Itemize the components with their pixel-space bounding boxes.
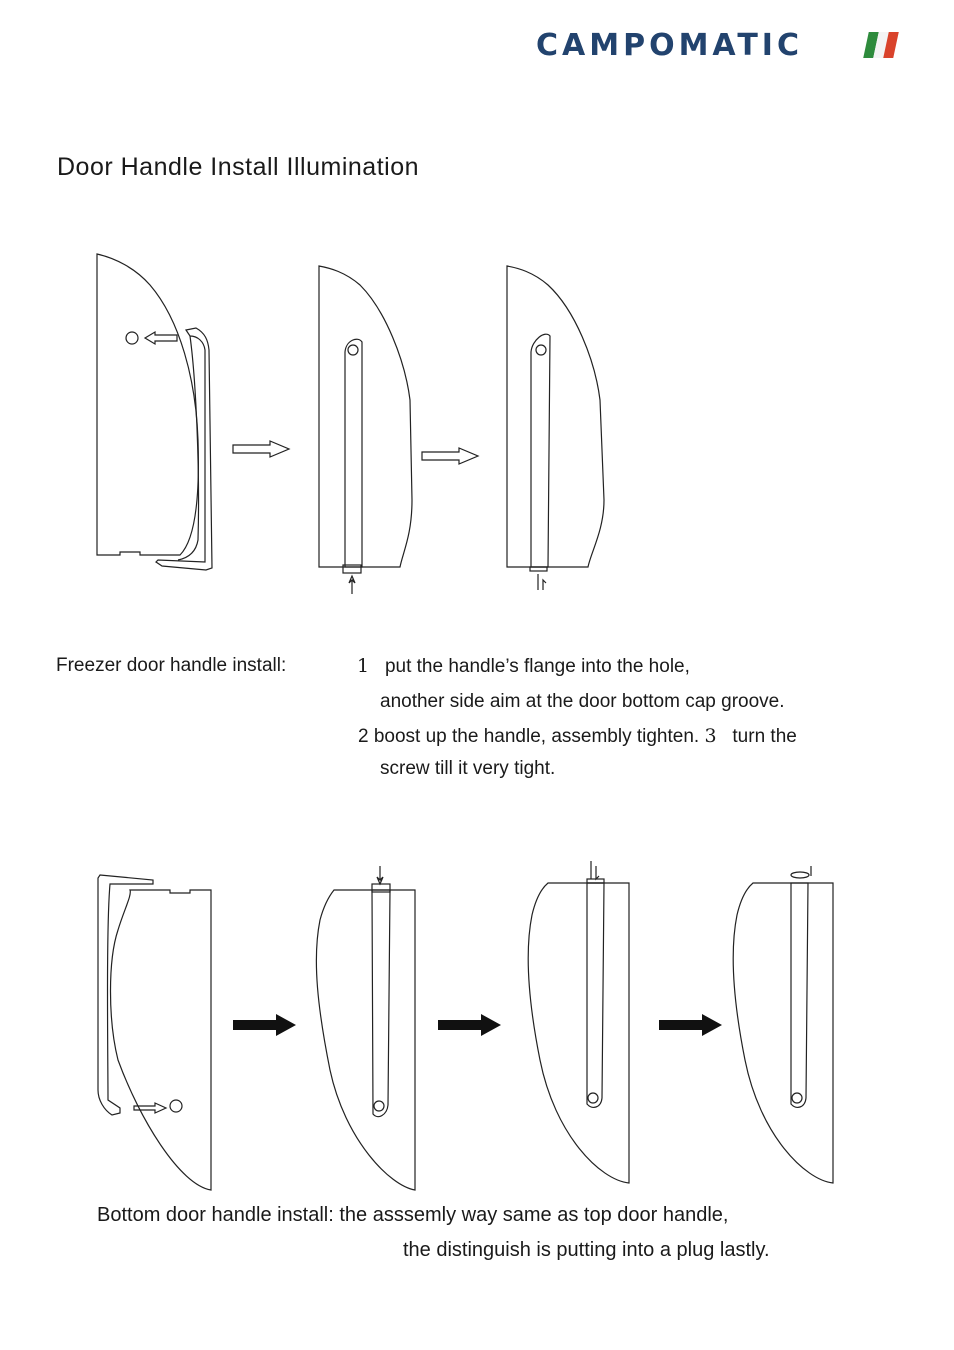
bottom-install-line-2: the distinguish is putting into a plug lastly. — [403, 1239, 770, 1261]
step-3-text: turn the — [732, 726, 797, 747]
bottom-install-line-1: Bottom door handle install: the asssemly way same as top door handle, — [97, 1204, 729, 1226]
door-d — [733, 866, 833, 1183]
step-1-continued: another side aim at the door bottom cap groove. — [380, 691, 785, 712]
freezer-door-diagram — [0, 240, 954, 610]
door-2 — [319, 266, 412, 594]
bottom-door-diagram — [0, 850, 954, 1200]
door-1 — [97, 254, 212, 570]
italian-flag-icon — [863, 32, 899, 58]
step-2-text: 2 boost up the handle, assembly tighten. — [358, 726, 700, 747]
brand-name: CAMPOMATIC — [536, 28, 803, 63]
solid-arrow-1 — [233, 1014, 296, 1036]
step-1 — [357, 655, 690, 678]
door-3 — [507, 266, 604, 590]
solid-arrow-2 — [438, 1014, 501, 1036]
step-3-continued: screw till it very tight. — [380, 758, 556, 779]
freezer-label: Freezer door handle install: — [56, 655, 287, 676]
step-1-text: put the handle’s flange into the hole, — [384, 656, 690, 677]
step-1-number: 1 — [357, 655, 370, 677]
step-3-number: 3 — [704, 725, 717, 747]
door-c — [528, 861, 629, 1183]
page-title: Door Handle Install Illumination — [57, 153, 420, 181]
solid-arrow-3 — [659, 1014, 722, 1036]
door-a — [98, 875, 211, 1190]
door-b — [316, 866, 415, 1190]
arrow-outline-1 — [233, 441, 289, 457]
arrow-outline-2 — [422, 448, 478, 464]
brand-logo — [536, 28, 898, 64]
step-2-3 — [358, 725, 797, 748]
